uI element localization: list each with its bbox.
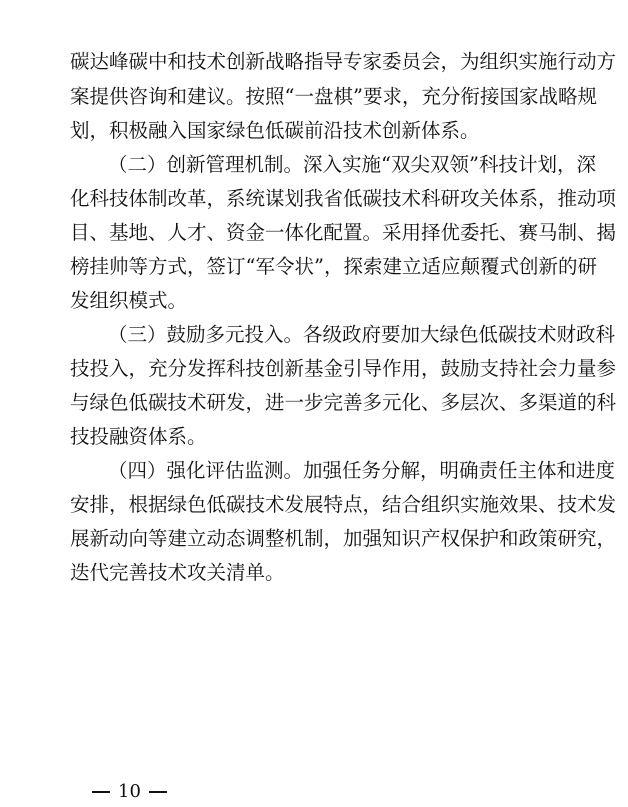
paragraph-line: 划，积极融入国家绿色低碳前沿技术创新体系。	[70, 119, 480, 142]
paragraph-line: 技投入，充分发挥科技创新基金引导作用，鼓励支持社会力量参	[70, 357, 617, 380]
paragraph-line: 安排，根据绿色低碳技术发展特点，结合组织实施效果、技术发	[70, 493, 617, 516]
section-heading-line: （二）创新管理机制。深入实施“双尖双领”科技计划，深	[108, 153, 596, 176]
paragraph-line: 展新动向等建立动态调整机制，加强知识产权保护和政策研究，	[70, 527, 617, 550]
paragraph-line: 与绿色低碳技术研发，进一步完善多元化、多层次、多渠道的科	[70, 391, 617, 414]
section-heading-line: （四）强化评估监测。加强任务分解，明确责任主体和进度	[108, 459, 616, 482]
page-number	[84, 780, 175, 804]
paragraph-line: 发组织模式。	[70, 289, 188, 312]
paragraph-line: 碳达峰碳中和技术创新战略指导专家委员会，为组织实施行动方	[70, 50, 617, 73]
dash-right	[149, 791, 167, 793]
paragraph-line: 榜挂帅等方式，签订“军令状”，探索建立适应颠覆式创新的研	[70, 255, 597, 278]
dash-left	[92, 791, 110, 793]
paragraph-line: 目、基地、人才、资金一体化配置。采用择优委托、赛马制、揭	[70, 221, 617, 244]
paragraph-line: 技投融资体系。	[70, 425, 207, 448]
paragraph-line: 化科技体制改革，系统谋划我省低碳技术科研攻关体系，推动项	[70, 187, 617, 210]
page-number-value: 10	[118, 781, 141, 802]
paragraph-line: 案提供咨询和建议。按照“一盘棋”要求，充分衔接国家战略规	[70, 85, 597, 108]
section-heading-line: （三）鼓励多元投入。各级政府要加大绿色低碳技术财政科	[108, 323, 616, 346]
paragraph-line: 迭代完善技术攻关清单。	[70, 561, 285, 584]
